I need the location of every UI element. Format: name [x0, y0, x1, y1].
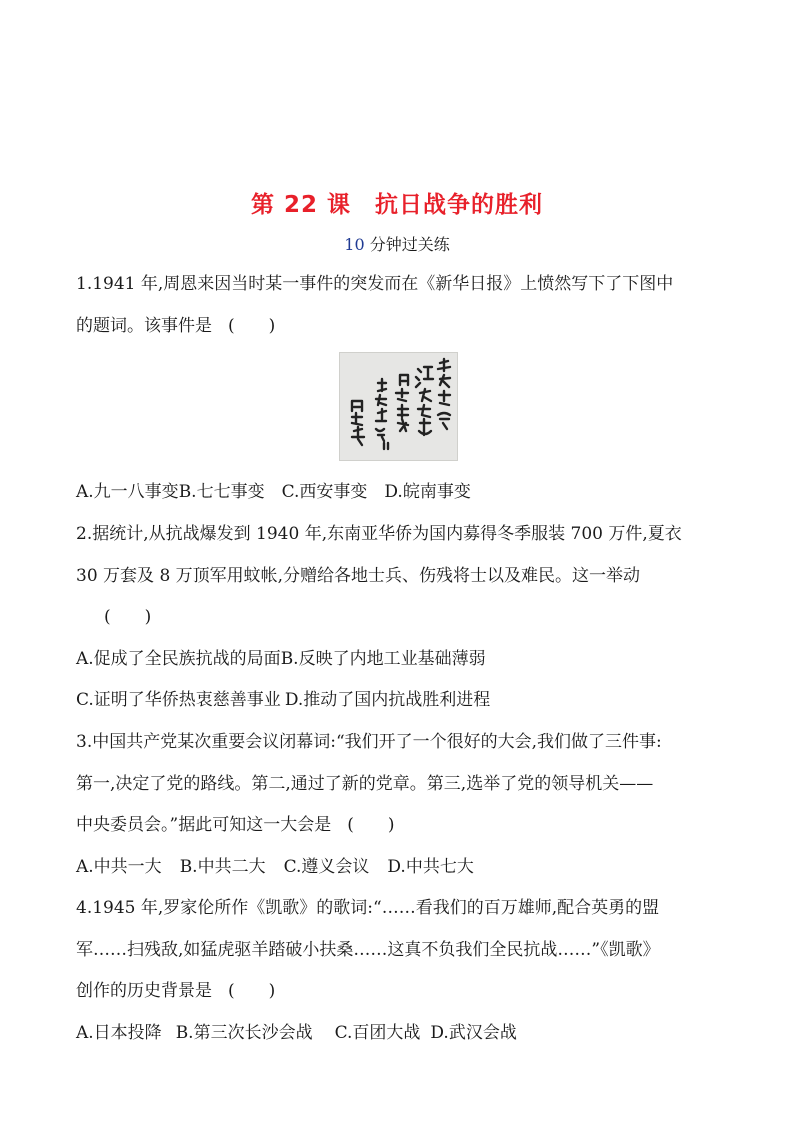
q3-option-a[interactable]: A.中共一大: [76, 857, 162, 877]
q2-option-b[interactable]: B.反映了内地工业基础薄弱: [280, 649, 486, 669]
calligraphy-strokes: [340, 353, 457, 460]
q4-option-c[interactable]: C.百团大战: [334, 1023, 421, 1043]
lesson-subtitle: [0, 232, 794, 255]
q4-line-3: [76, 981, 275, 1001]
q1-option-d[interactable]: D.皖南事变: [384, 482, 471, 502]
q2-option-c[interactable]: C.证明了华侨热衷慈善事业: [76, 690, 281, 710]
q1-line-2: [76, 316, 275, 336]
q4-option-b[interactable]: B.第三次长沙会战: [175, 1023, 313, 1043]
q4-answer-paren: ( ): [228, 981, 276, 1001]
q4-option-d[interactable]: D.武汉会战: [430, 1023, 517, 1043]
q4-line-2: 军……扫残敌,如猛虎驱羊踏破小扶桑……这真不负我们全民抗战……”《凯歌》: [76, 940, 660, 960]
q1-option-a[interactable]: A.九一八事变: [76, 482, 179, 502]
q2-line-1: 2.据统计,从抗战爆发到 1940 年,东南亚华侨为国内募得冬季服装 700 万件,夏衣: [76, 524, 682, 544]
subtitle-text: 分钟过关练: [364, 235, 450, 254]
q1-line-1: 1.1941 年,周恩来因当时某一事件的突发而在《新华日报》上愤然写下了下图中: [76, 274, 674, 294]
q2-answer-paren: ( ): [104, 607, 152, 627]
q1-option-c[interactable]: C.西安事变: [281, 482, 368, 502]
q3-option-d[interactable]: D.中共七大: [387, 857, 474, 877]
q1-answer-paren: ( ): [228, 316, 276, 336]
q3-option-c[interactable]: C.遵义会议: [283, 857, 370, 877]
q4-stem-end: 创作的历史背景是: [76, 981, 212, 1001]
calligraphy-image: [339, 352, 458, 461]
q2-option-d[interactable]: D.推动了国内抗战胜利进程: [284, 690, 491, 710]
q2-option-a[interactable]: A.促成了全民族抗战的局面: [76, 649, 281, 669]
q4-option-a[interactable]: A.日本投降: [76, 1023, 162, 1043]
q4-line-1: 4.1945 年,罗家伦所作《凯歌》的歌词:“……看我们的百万雄师,配合英勇的盟: [76, 898, 660, 918]
q1-option-b[interactable]: B.七七事变: [178, 482, 265, 502]
q4-options: [76, 1023, 517, 1043]
q3-stem-end: 中央委员会。”据此可知这一大会是: [76, 815, 332, 835]
q1-stem-end: 的题词。该事件是: [76, 316, 212, 336]
subtitle-minutes: 10: [344, 235, 365, 254]
q3-line-2: 第一,决定了党的路线。第二,通过了新的党章。第三,选举了党的领导机关——: [76, 774, 654, 794]
q3-line-3: [76, 815, 394, 835]
q3-options: [76, 857, 474, 877]
q3-option-b[interactable]: B.中共二大: [179, 857, 266, 877]
q3-answer-paren: ( ): [347, 815, 395, 835]
q2-options-row-1: [76, 649, 486, 669]
q3-line-1: 3.中国共产党某次重要会议闭幕词:“我们开了一个很好的大会,我们做了三件事:: [76, 732, 662, 752]
q1-options: [76, 482, 471, 502]
q2-line-2: 30 万套及 8 万顶军用蚊帐,分赠给各地士兵、伤残将士以及难民。这一举动: [76, 566, 641, 586]
q2-options-row-2: [76, 690, 490, 710]
lesson-title: 第 22 课 抗日战争的胜利: [250, 192, 544, 218]
